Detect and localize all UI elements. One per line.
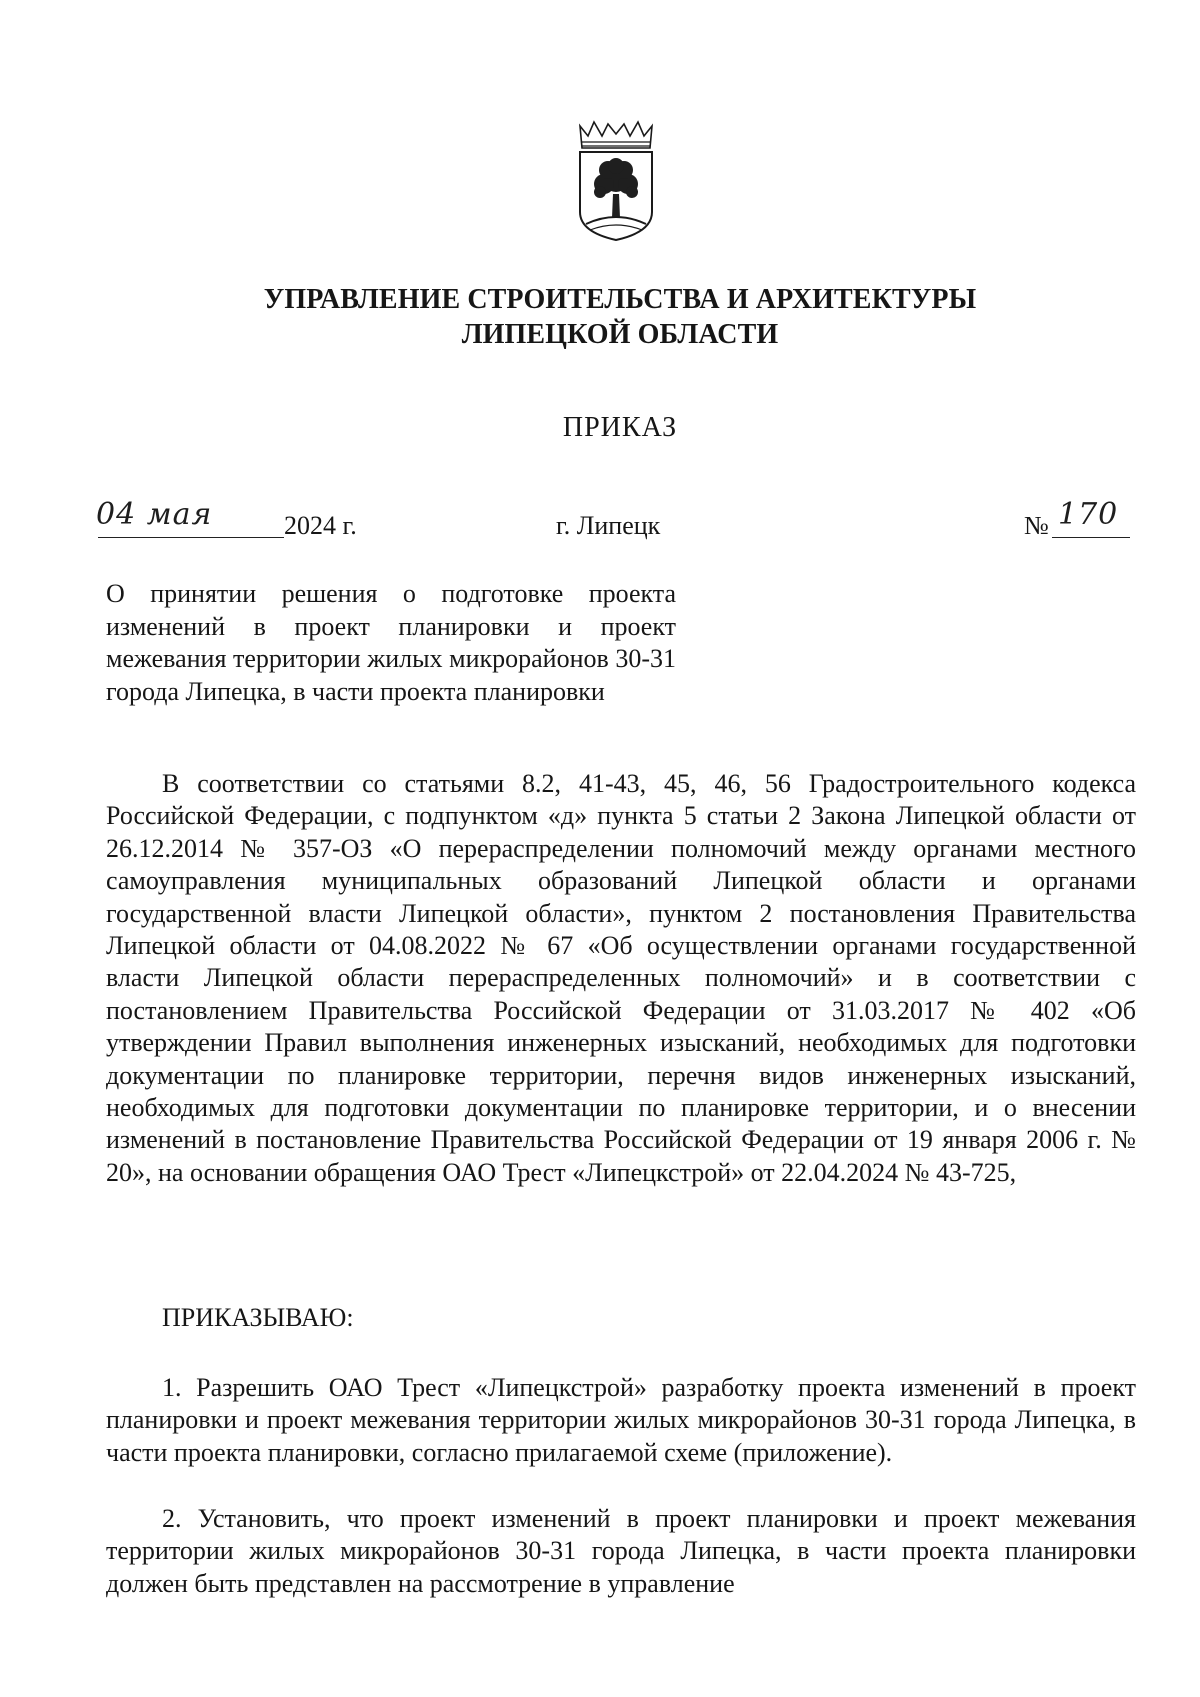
organization-line-2: ЛИПЕЦКОЙ ОБЛАСТИ (461, 319, 779, 350)
order-item-2: 2. Установить, что проект изменений в проект планировки и проект межевания территории жилых микрорайонов 30-31 города Липецка, в части проекта планировки должен быть представлен на рассмотрение в управление (106, 1504, 1136, 1598)
number-handwritten: 170 (1058, 497, 1119, 532)
order-heading: ПРИКАЗЫВАЮ: (162, 1303, 354, 1332)
document-subject: О принятии решения о подготовке проекта изменений в проект планировки и проект межевания территории жилых микрорайонов 30-31 города Липецка, в части проекта планировки (106, 579, 676, 706)
number-underline (1052, 537, 1130, 538)
number-label: № (1024, 511, 1049, 540)
organization-name (0, 282, 1200, 352)
organization-line-1: УПРАВЛЕНИЕ СТРОИТЕЛЬСТВА И АРХИТЕКТУРЫ (263, 284, 977, 315)
date-underline (98, 537, 284, 538)
date-handwritten: 04 мая (96, 497, 213, 532)
city: г. Липецк (556, 511, 661, 540)
preamble-paragraph: В соответствии со статьями 8.2, 41-43, 45, 46, 56 Градостроительного кодекса Российской Федерации, с подпунктом «д» пункта 5 статьи 2 Закона Липецкой области от 26.12.2014 № 357-ОЗ «О перераспределении полномочий между органами местного самоуправления муниципальных образований Липецкой области и органами государственной власти Липецкой области», пунктом 2 постановления Правительства Липецкой области от 04.08.2022 № 67 «Об осуществлении органами государственной власти Липецкой области перераспределенных полномочий» и в соответствии с постановлением Правительства Российской Федерации от 31.03.2017 № 402 «Об утверждении Правил выполнения инженерных изысканий, необходимых для подготовки документации по планировке территории, перечня видов инженерных изысканий, необходимых для подготовки документации по планировке территории, и о внесении изменений в постановление Правительства Российской Федерации от 19 января 2006 г. № 20», на основании обращения ОАО Трест «Липецкстрой» от 22.04.2024 № 43-725, (106, 769, 1136, 1187)
order-item-1: 1. Разрешить ОАО Трест «Липецкстрой» разработку проекта изменений в проект планировки и проект межевания территории жилых микрорайонов 30-31 города Липецка, в части проекта планировки, согласно прилагаемой схеме (приложение). (106, 1373, 1136, 1467)
coat-of-arms-icon (576, 120, 656, 244)
document-type: ПРИКАЗ (562, 412, 678, 443)
year: 2024 г. (284, 511, 357, 540)
